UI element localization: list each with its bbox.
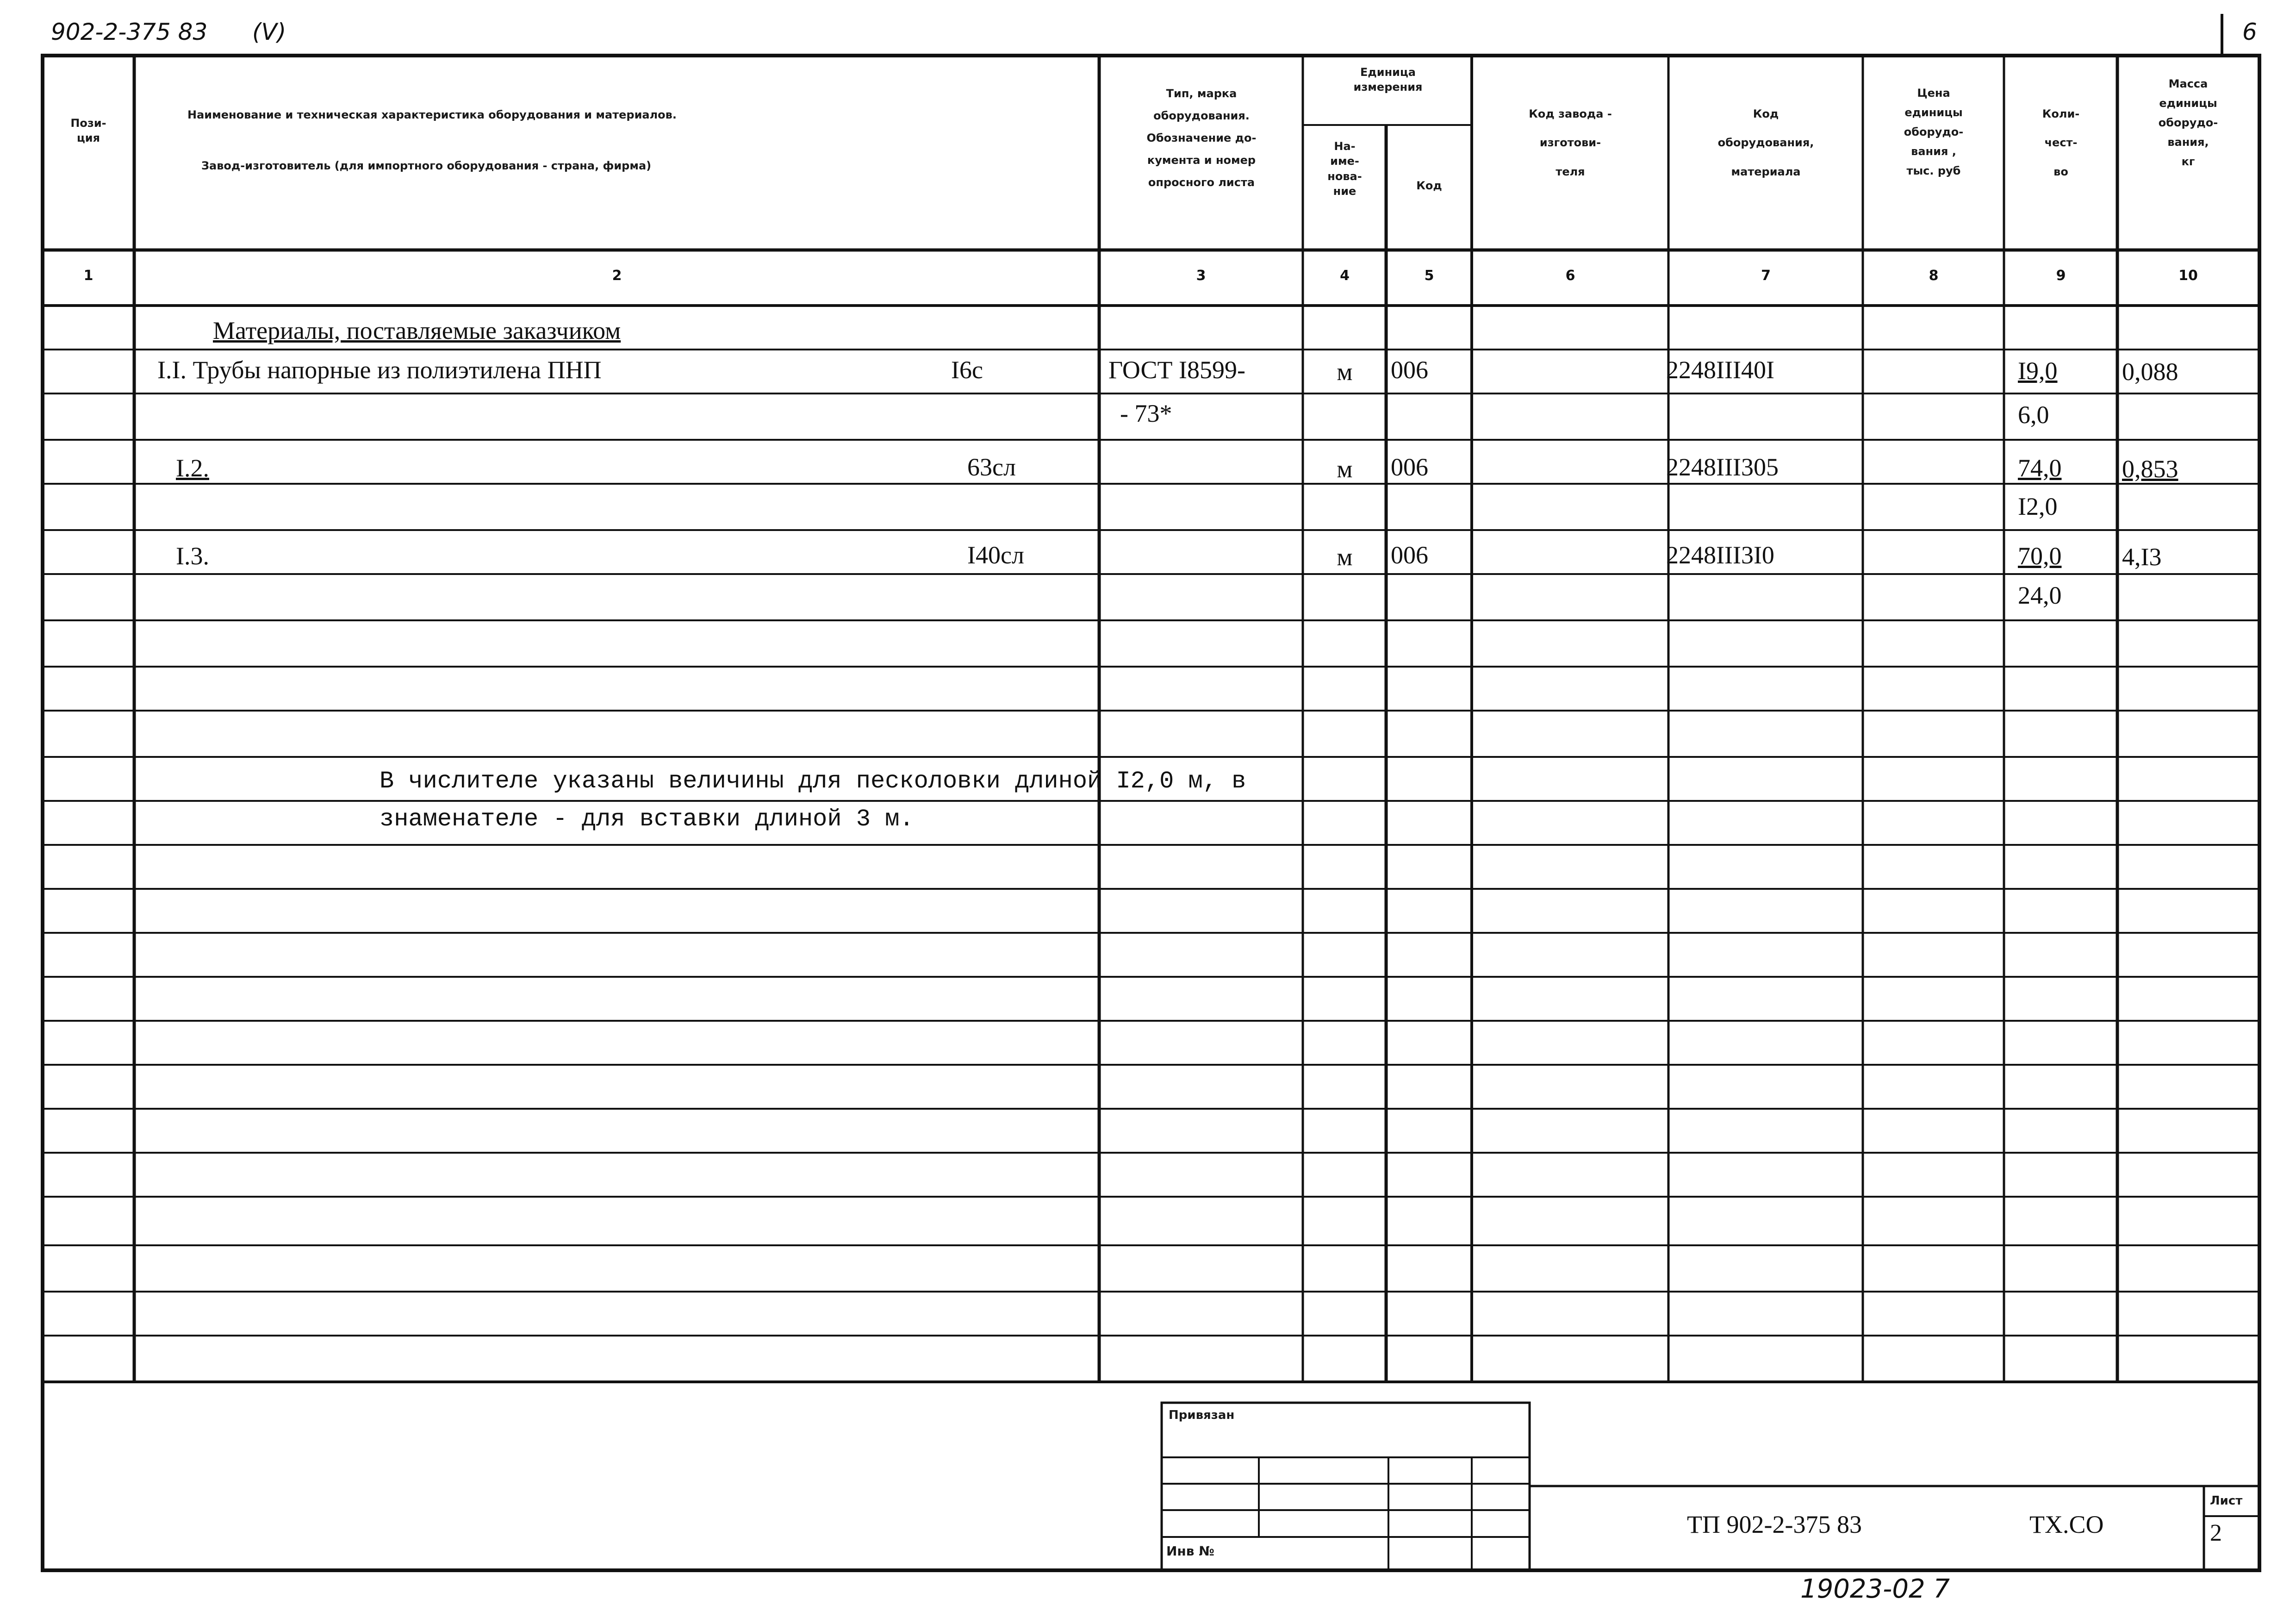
row1-doc: ГОСТ I8599- [1108, 356, 1245, 384]
row3-unit: м [1337, 543, 1353, 571]
header-factory-code: Код завода - изготови- теля [1529, 107, 1612, 178]
row3-size: I40сл [967, 541, 1024, 569]
row3-name: I.3. [176, 542, 209, 570]
title-sheet-mark: ТХ.СО [2029, 1511, 2104, 1538]
header-material-code: Код оборудования, материала [1717, 107, 1814, 178]
row3-unit-code: 006 [1391, 541, 1428, 569]
row1-qty-denominator: 6,0 [2018, 401, 2049, 429]
title-sheet-number: 2 [2210, 1520, 2222, 1546]
header-unit-group: Единица измерения [1353, 66, 1423, 94]
row1-qty-numerator: I9,0 [2018, 357, 2058, 385]
top-document-code: 902-2-375 83 [51, 19, 208, 45]
colnum-7: 7 [1761, 268, 1771, 284]
top-variant-mark: (V) [252, 19, 286, 45]
row3-material-code: 2248III3I0 [1666, 541, 1774, 569]
colnum-6: 6 [1565, 268, 1575, 284]
note-line-2: знаменателе - для вставки длиной 3 м. [380, 806, 914, 833]
header-unit-code: Код [1416, 179, 1442, 192]
sheet-corner-number: 6 [2242, 19, 2257, 45]
row3-mass: 4,I3 [2122, 543, 2162, 571]
row1-doc2: - 73* [1120, 400, 1172, 427]
section-title: Материалы, поставляемые заказчиком [213, 317, 621, 344]
row2-qty-numerator: 74,0 [2018, 454, 2062, 482]
header-unit-name: На- име- нова- ние [1327, 140, 1362, 198]
row1-mass: 0,088 [2122, 358, 2178, 386]
colnum-3: 3 [1196, 268, 1206, 284]
row2-material-code: 2248III305 [1666, 453, 1779, 481]
colnum-8: 8 [1929, 268, 1939, 284]
stamp-inventory-label: Инв № [1166, 1543, 1214, 1559]
header-mass: Масса единицы оборудо- вания, кг [2158, 77, 2218, 168]
row2-qty-denominator: I2,0 [2018, 493, 2058, 520]
colnum-4: 4 [1340, 268, 1350, 284]
header-price: Цена единицы оборудо- вания , тыс. руб [1904, 87, 1964, 177]
row1-unit: м [1337, 358, 1353, 386]
colnum-9: 9 [2056, 268, 2066, 284]
row2-size: 63сл [967, 453, 1016, 481]
header-type-mark: Тип, марка оборудования. Обозначение до- кумента и номер опросного листа [1146, 87, 1257, 189]
row1-unit-code: 006 [1391, 356, 1428, 384]
row3-qty-denominator: 24,0 [2018, 581, 2062, 609]
title-doc-code: ТП 902-2-375 83 [1687, 1511, 1862, 1538]
row2-unit: м [1337, 455, 1353, 483]
title-sheet-label: Лист [2210, 1494, 2243, 1508]
header-position: Пози- ция [70, 117, 106, 145]
row1-size: I6c [951, 356, 983, 384]
colnum-1: 1 [83, 268, 93, 284]
header-name-line1: Наименование и техническая характеристика оборудования и материалов. [187, 108, 677, 121]
colnum-10: 10 [2178, 268, 2198, 284]
row2-name: I.2. [176, 454, 209, 482]
colnum-5: 5 [1424, 268, 1434, 284]
row1-material-code: 2248III40I [1666, 356, 1774, 384]
header-quantity: Коли- чест- во [2042, 107, 2080, 178]
row1-name: I.I. Трубы напорные из полиэтилена ПНП [157, 356, 602, 384]
note-line-1: В числителе указаны величины для песколовки длиной I2,0 м, в [380, 768, 1246, 795]
row2-unit-code: 006 [1391, 453, 1428, 481]
row3-qty-numerator: 70,0 [2018, 542, 2062, 570]
row2-mass: 0,853 [2122, 455, 2178, 483]
header-name-line2: Завод-изготовитель (для импортного оборудования - страна, фирма) [201, 159, 652, 172]
bottom-archive-code: 19023-02 7 [1800, 1574, 1950, 1604]
colnum-2: 2 [612, 268, 622, 284]
stamp-attached-label: Привязан [1169, 1408, 1235, 1422]
